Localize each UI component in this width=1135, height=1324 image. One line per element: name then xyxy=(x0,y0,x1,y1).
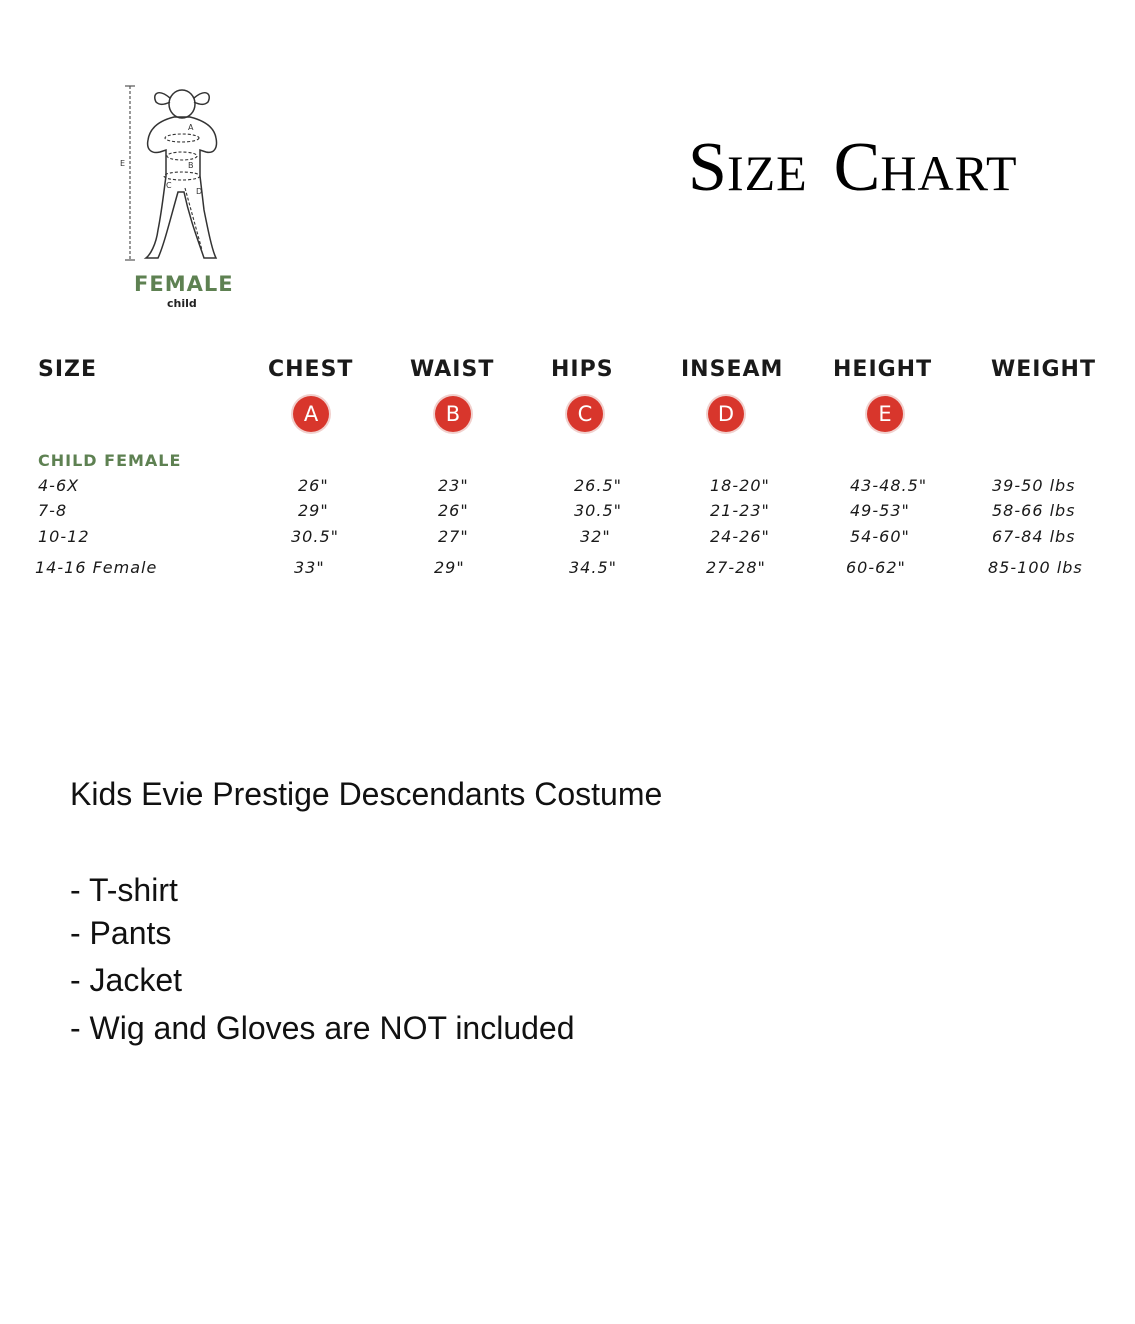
row1-size: 4-6X xyxy=(38,476,80,495)
row4-size: 14-16 Female xyxy=(35,558,158,577)
item-wig-gloves: - Wig and Gloves are NOT included xyxy=(70,1010,575,1046)
title-c-rest: HART xyxy=(880,145,1018,201)
figure-label: FEMALE xyxy=(134,272,234,296)
row3-height: 54-60" xyxy=(850,527,910,546)
figure-sublabel: child xyxy=(167,297,197,310)
marker-d-label: D xyxy=(196,187,203,196)
row2-chest: 29" xyxy=(298,501,329,520)
row4-chest: 33" xyxy=(294,558,325,577)
item-pants: - Pants xyxy=(70,915,172,951)
marker-b-label: B xyxy=(188,161,194,170)
row1-chest: 26" xyxy=(298,476,329,495)
group-label: CHILD FEMALE xyxy=(38,451,182,470)
title-c-cap: C xyxy=(833,129,881,206)
header-weight: WEIGHT xyxy=(991,357,1096,382)
row3-inseam: 24-26" xyxy=(710,527,770,546)
badge-waist: B xyxy=(435,396,471,432)
header-chest: CHEST xyxy=(268,357,354,382)
row1-hips: 26.5" xyxy=(574,476,622,495)
row4-waist: 29" xyxy=(434,558,465,577)
row3-hips: 32" xyxy=(580,527,611,546)
female-child-figure-icon xyxy=(118,80,248,280)
row4-hips: 34.5" xyxy=(569,558,617,577)
row3-size: 10-12 xyxy=(38,527,90,546)
marker-a-label: A xyxy=(188,123,194,132)
row2-waist: 26" xyxy=(438,501,469,520)
badge-chest: A xyxy=(293,396,329,432)
row1-weight: 39-50 lbs xyxy=(992,476,1076,495)
title-s-rest: IZE xyxy=(726,145,808,201)
row1-inseam: 18-20" xyxy=(710,476,770,495)
row2-inseam: 21-23" xyxy=(710,501,770,520)
header-inseam: INSEAM xyxy=(681,357,784,382)
item-tshirt: - T-shirt xyxy=(70,872,178,908)
header-hips: HIPS xyxy=(551,357,614,382)
row1-height: 43-48.5" xyxy=(850,476,928,495)
header-size: SIZE xyxy=(38,357,98,382)
badge-hips: C xyxy=(567,396,603,432)
row4-weight: 85-100 lbs xyxy=(988,558,1083,577)
marker-e-label: E xyxy=(120,159,126,168)
row2-size: 7-8 xyxy=(38,501,68,520)
row2-height: 49-53" xyxy=(850,501,910,520)
product-title: Kids Evie Prestige Descendants Costume xyxy=(70,776,663,812)
title-s-cap: S xyxy=(688,129,727,206)
row3-waist: 27" xyxy=(438,527,469,546)
row2-hips: 30.5" xyxy=(574,501,622,520)
row4-height: 60-62" xyxy=(846,558,906,577)
header-height: HEIGHT xyxy=(833,357,933,382)
row4-inseam: 27-28" xyxy=(706,558,766,577)
badge-height: E xyxy=(867,396,903,432)
marker-c-label: C xyxy=(166,181,172,190)
row2-weight: 58-66 lbs xyxy=(992,501,1076,520)
page-title xyxy=(688,128,1017,208)
header-waist: WAIST xyxy=(410,357,495,382)
row3-weight: 67-84 lbs xyxy=(992,527,1076,546)
item-jacket: - Jacket xyxy=(70,962,183,998)
badge-inseam: D xyxy=(708,396,744,432)
row3-chest: 30.5" xyxy=(291,527,339,546)
row1-waist: 23" xyxy=(438,476,469,495)
